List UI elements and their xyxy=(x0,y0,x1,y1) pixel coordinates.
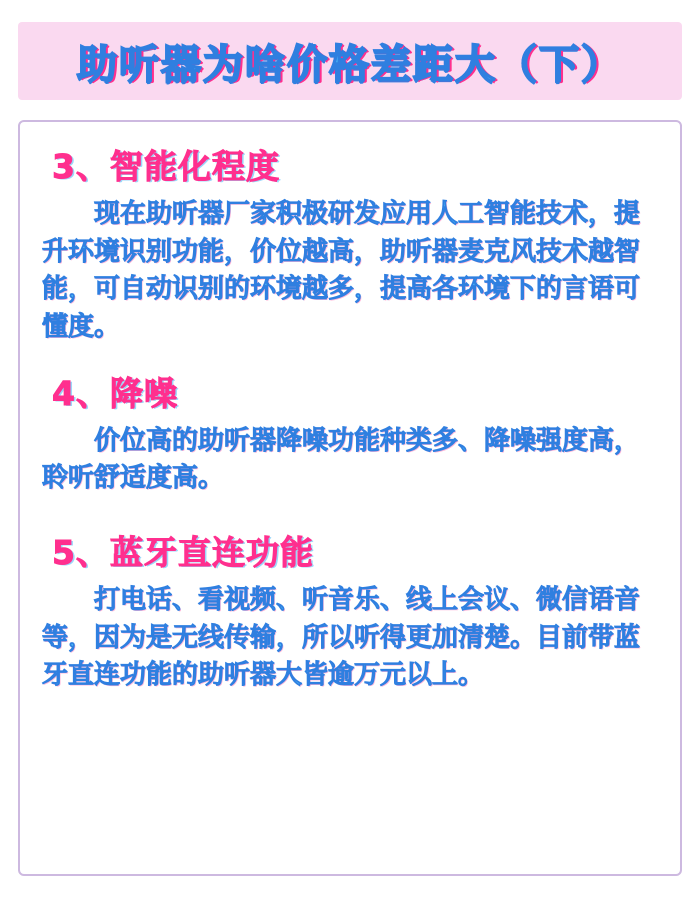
title-banner xyxy=(18,22,682,100)
section-heading: 4、降噪 xyxy=(52,373,178,413)
section-heading: 5、蓝牙直连功能 xyxy=(52,533,314,572)
section-3 xyxy=(42,148,658,347)
section-spacer xyxy=(42,353,658,367)
section-4 xyxy=(42,375,658,498)
section-spacer xyxy=(42,504,658,526)
page-title: 助听器为啥价格差距大（下） xyxy=(77,41,623,88)
section-body: 现在助听器厂家积极研发应用人工智能技术，提升环境识别功能，价位越高，助听器麦克风技术越智能，可自动识别的环境越多，提高各环境下的言语可懂度。 xyxy=(42,198,641,342)
section-5 xyxy=(42,534,658,695)
section-body: 价位高的助听器降噪功能种类多、降噪强度高，聆听舒适度高。 xyxy=(42,425,641,494)
section-body: 打电话、看视频、听音乐、线上会议、微信语音等，因为是无线传输，所以听得更加清楚。目前带蓝牙直连功能的助听器大皆逾万元以上。 xyxy=(42,584,641,691)
section-heading: 3、智能化程度 xyxy=(52,147,280,186)
content-card xyxy=(18,120,682,876)
